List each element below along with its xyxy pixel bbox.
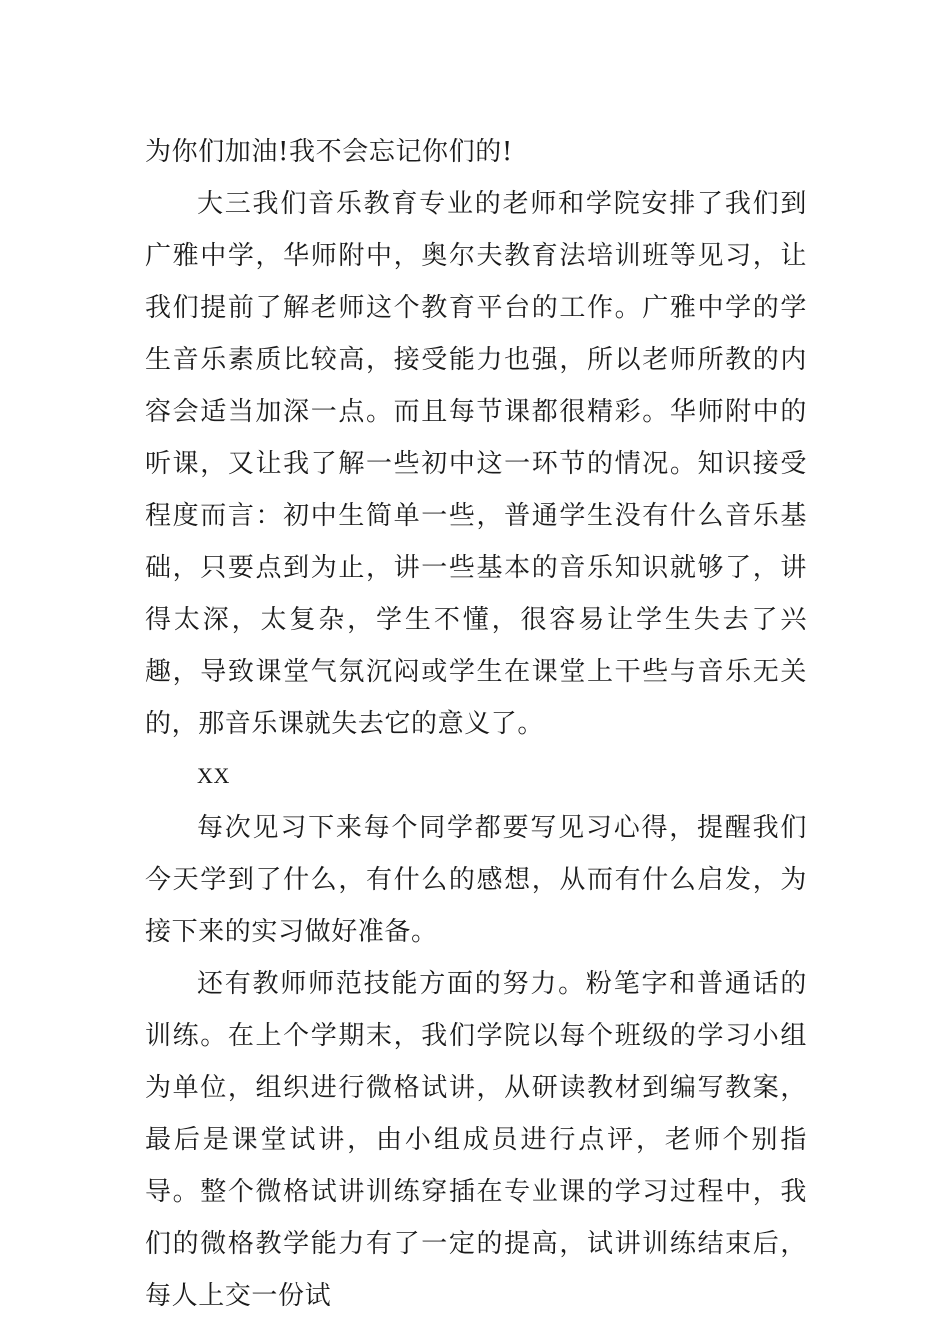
paragraph-teaching-skills: 还有教师师范技能方面的努力。粉笔字和普通话的训练。在上个学期末，我们学院以每个班级的学习小组为单位，组织进行微格试讲，从研读教材到编写教案，最后是课堂试讲，由小组成员进行点评，老师个别指导。整个微格试讲训练穿插在专业课的学习过程中，我们的微格教学能力有了一定的提高，试讲训练结束后，每人上交一份试	[145, 969, 807, 1311]
paragraph-reflection-notes: 每次见习下来每个同学都要写见习心得，提醒我们今天学到了什么，有什么的感想，从而有什么启发，为接下来的实习做好准备。	[145, 813, 807, 947]
section-marker: XX	[197, 763, 230, 788]
paragraph-continuation: 为你们加油!我不会忘记你们的!	[145, 137, 513, 167]
paragraph-internship-schools: 大三我们音乐教育专业的老师和学院安排了我们到广雅中学，华师附中，奥尔夫教育法培训班等见习，让我们提前了解老师这个教育平台的工作。广雅中学的学生音乐素质比较高，接受能力也强，所以老师所教的内容会适当加深一点。而且每节课都很精彩。华师附中的听课，又让我了解一些初中这一环节的情况。知识接受程度而言：初中生简单一些，普通学生没有什么音乐基础，只要点到为止，讲一些基本的音乐知识就够了，讲得太深，太复杂，学生不懂，很容易让学生失去了兴趣，导致课堂气氛沉闷或学生在课堂上干些与音乐无关的，那音乐课就失去它的意义了。	[145, 189, 807, 739]
document-body	[145, 126, 807, 1322]
